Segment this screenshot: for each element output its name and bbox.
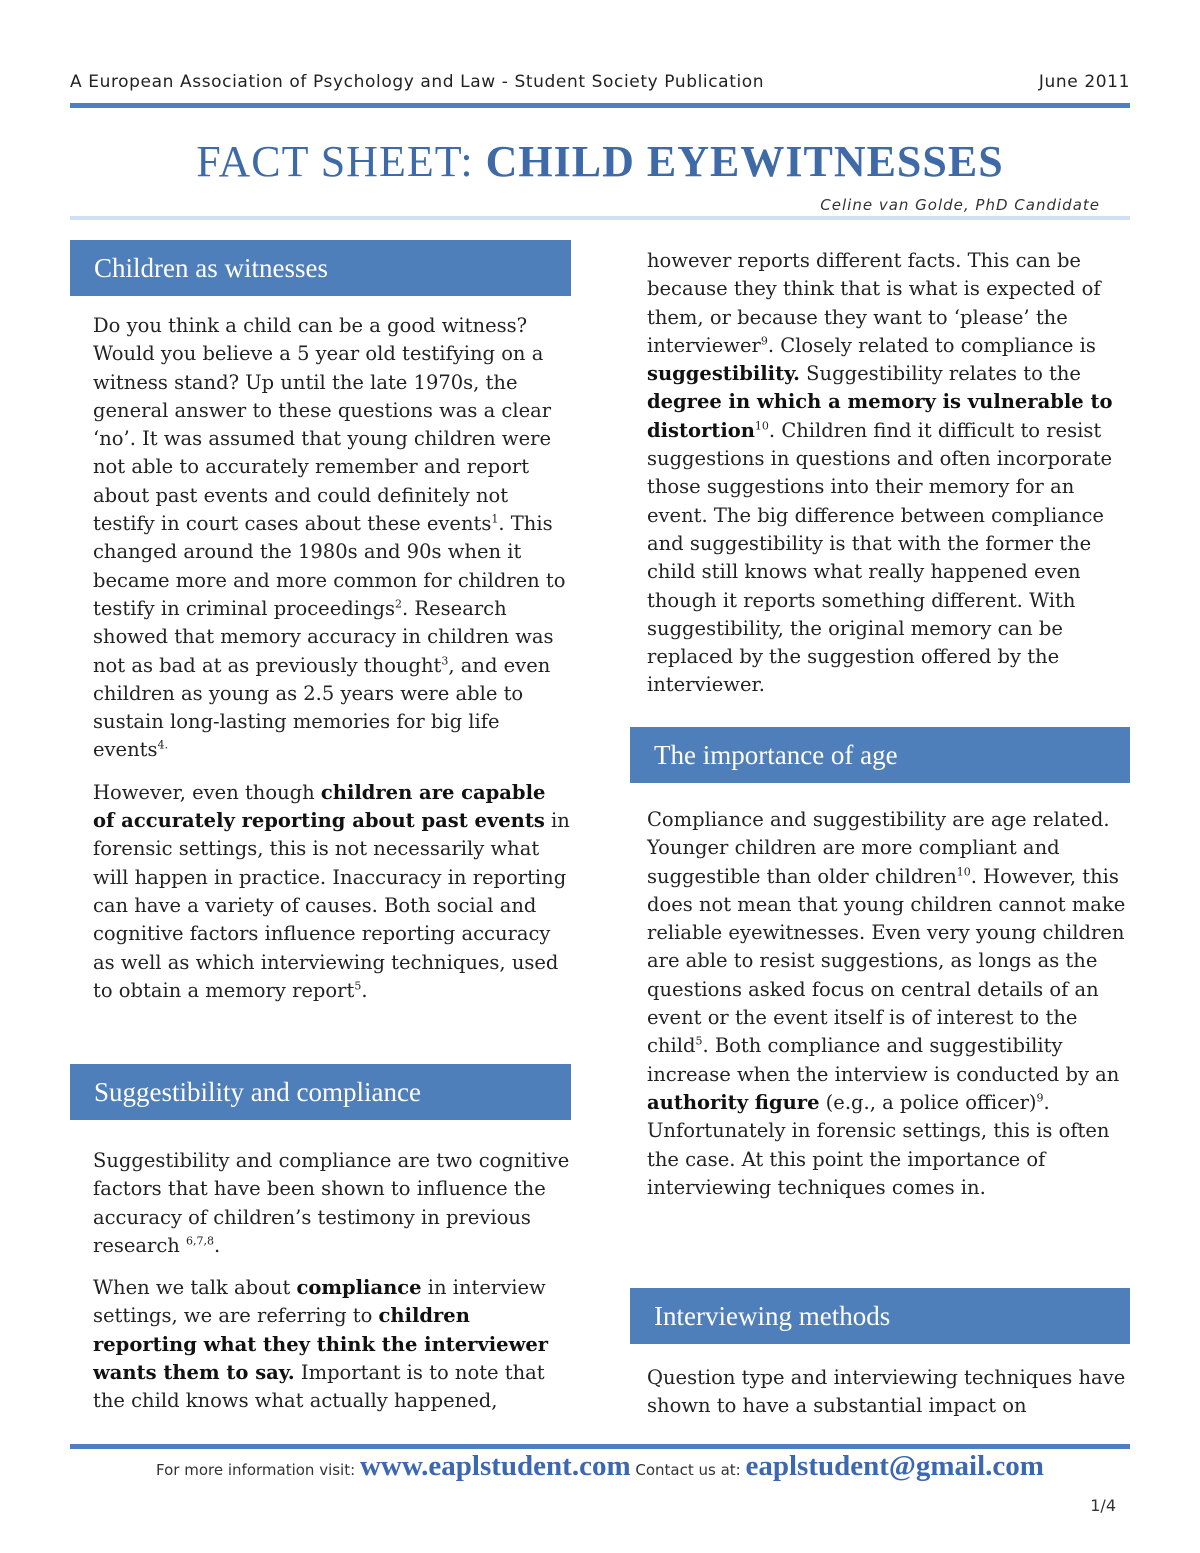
right-column-text-3 [647, 1364, 1129, 1435]
left-column-text-2 [93, 1147, 571, 1430]
right-column-text-1 [647, 247, 1129, 714]
footer [0, 1450, 1200, 1483]
footer-contact-label: Contact us at: [630, 1461, 746, 1479]
running-header [70, 72, 1130, 96]
section-heading-importance-of-age: The importance of age [630, 727, 1130, 783]
paragraph: However, even though children are capable of accurately reporting about past events in forensic settings, this is not necessarily what will happen in practice. Inaccuracy in reporting can have a variety of causes. Both social and cognitive factors influence reporting accuracy as well as which interviewing techniques, used to obtain a memory report$^5$. [93, 780, 570, 1002]
paragraph: Suggestibility and compliance are two cognitive factors that have been shown to influence the accuracy of children’s testimony in previous research $^{6,7,8}$. [93, 1149, 570, 1257]
website-link[interactable]: www.eaplstudent.com [359, 1450, 631, 1482]
page-number: 1/4 [1090, 1496, 1116, 1515]
header-rule [70, 103, 1130, 108]
left-column-text-1 [93, 312, 571, 1019]
paragraph: When we talk about compliance in interview settings, we are referring to children reporting what they think the interviewer wants them to say. Important is to note that the child knows what actually happened, [93, 1276, 549, 1413]
title-prefix: FACT SHEET: [196, 137, 486, 186]
page-title [0, 136, 1200, 187]
footer-rule [70, 1444, 1130, 1449]
publication-name: A European Association of Psychology and Law - Student Society Publication [70, 72, 765, 92]
paragraph: Do you think a child can be a good witness? Would you believe a 5 year old testifying on a witness stand? Up until the late 1970s, the general answer to these questions was a clear ‘no’. It was assumed that young children were not able to accurately remember and report about past events and could definitely not testify in court cases about these events$^1$. This changed around the 1980s and 90s when it became more and more common for children to testify in criminal proceedings$^2$. Research showed that memory accuracy in children was not as bad at as previously thought$^3$, and even children as young as 2.5 years were able to sustain long-lasting memories for big life events$^{4.}$ [93, 314, 566, 762]
section-heading-suggestibility: Suggestibility and compliance [70, 1064, 571, 1120]
publication-date: June 2011 [1038, 72, 1130, 92]
right-column-text-2 [647, 806, 1129, 1216]
section-heading-children-witnesses: Children as witnesses [70, 240, 571, 296]
paragraph: Compliance and suggestibility are age related. Younger children are more compliant and suggestible than older children$^{10}$. However, this does not mean that young children cannot make reliable eyewitnesses. Even very young children are able to resist suggestions, as longs as the questions asked focus on central details of an event or the event itself is of interest to the child$^5$. Both compliance and suggestibility increase when the interview is conducted by an authority figure (e.g., a police officer)$^9$. Unfortunately in forensic settings, this is often the case. At this point the importance of interviewing techniques comes in. [647, 808, 1126, 1199]
section-heading-interviewing-methods: Interviewing methods [630, 1288, 1130, 1344]
title-rule [70, 216, 1130, 220]
title-main: CHILD EYEWITNESSES [485, 137, 1004, 186]
author-byline: Celine van Golde, PhD Candidate [820, 196, 1100, 214]
paragraph: however reports different facts. This can be because they think that is what is expected of them, or because they want to ‘please’ the interviewer$^9$. Closely related to compliance is suggestibility. Suggestibility relates to the degree in which a memory is vulnerable to distortion$^{10}$. Children find it difficult to resist suggestions in questions and often incorporate those suggestions into their memory for an event. The big difference between compliance and suggestibility is that with the former the child still knows what really happened even though it reports something different. With suggestibility, the original memory can be replaced by the suggestion offered by the interviewer. [647, 249, 1113, 697]
paragraph: Question type and interviewing techniques have shown to have a substantial impact on [647, 1366, 1126, 1418]
footer-visit-label: For more information visit: [156, 1461, 360, 1479]
email-link[interactable]: eaplstudent@gmail.com [745, 1450, 1044, 1482]
